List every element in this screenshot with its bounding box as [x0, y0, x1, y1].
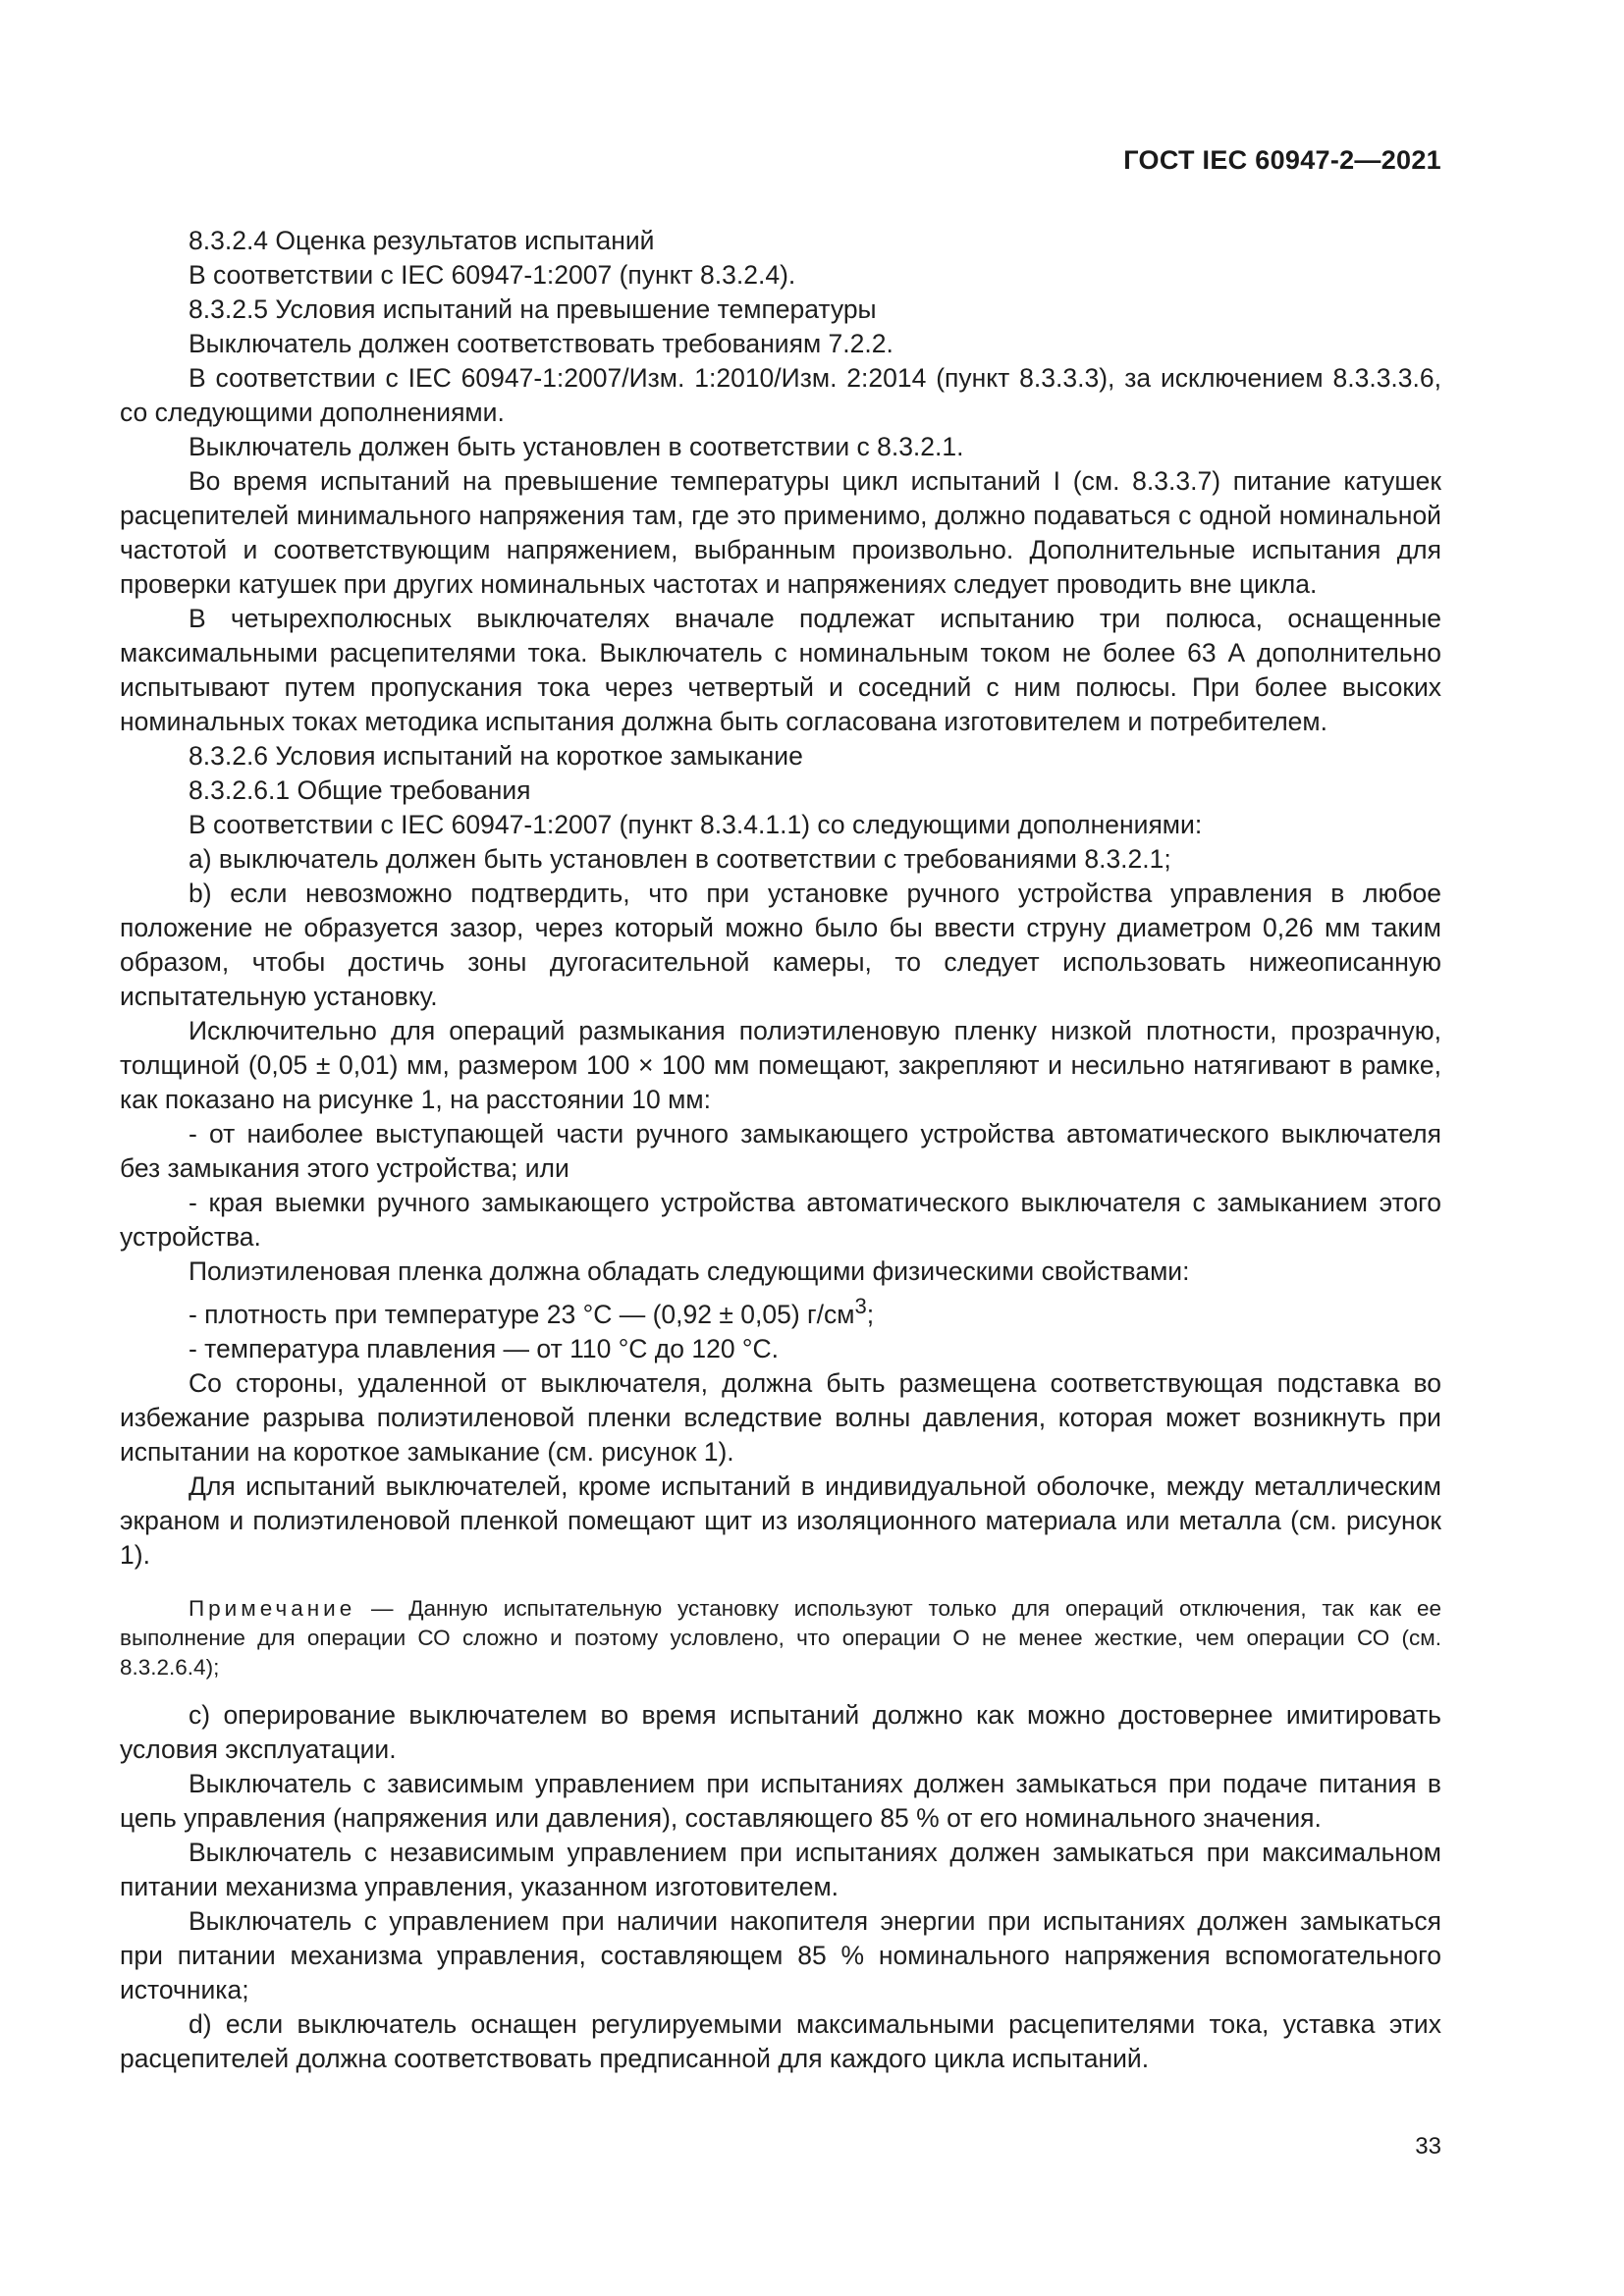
page-number: 33	[1415, 2133, 1441, 2160]
note-text: — Данную испытательную установку используют только для операций отключения, так как ее выполнение для операции СО сложно и поэтому условлено, что операции О не менее жесткие, чем операции СО (см. 8.3.2.6.4);	[120, 1595, 1441, 1680]
document-code-header: ГОСТ IEC 60947-2—2021	[1123, 145, 1441, 175]
paragraph: В соответствии с IEC 60947-1:2007/Изм. 1:2010/Изм. 2:2014 (пункт 8.3.3.3), за исключением 8.3.3.3.6, со следующими дополнениями.	[120, 363, 1441, 427]
paragraph: 8.3.2.6.1 Общие требования	[189, 775, 531, 805]
note	[120, 1594, 1441, 1682]
density-tail: ;	[866, 1299, 875, 1329]
paragraph: Со стороны, удаленной от выключателя, должна быть размещена соответствующая подставка во избежание разрыва полиэтиленовой пленки вследствие волны давления, которая может возникнуть при испытании на короткое замыкание (см. рисунок 1).	[120, 1367, 1441, 1467]
paragraph: 8.3.2.5 Условия испытаний на превышение температуры	[189, 294, 877, 324]
paragraph: 8.3.2.6 Условия испытаний на короткое замыкание	[189, 741, 803, 771]
paragraph: Выключатель с управлением при наличии накопителя энергии при испытаниях должен замыкаться при питании механизма управления, составляющем 85 % номинального напряжения вспомогательного источника;	[120, 1905, 1441, 2004]
paragraph: - от наиболее выступающей части ручного замыкающего устройства автоматического выключателя без замыкания этого устройства; или	[120, 1119, 1441, 1183]
paragraph: Выключатель должен соответствовать требованиям 7.2.2.	[189, 329, 893, 358]
paragraph: - температура плавления — от 110 °С до 120 °С.	[189, 1333, 780, 1363]
paragraph: Исключительно для операций размыкания полиэтиленовую пленку низкой плотности, прозрачную, толщиной (0,05 ± 0,01) мм, размером 100 × 100 мм помещают, закрепляют и несильно натягивают в рамке, как показано на рисунке 1, на расстоянии 10 мм:	[120, 1016, 1441, 1114]
density-text: - плотность при температуре 23 °С — (0,92 ± 0,05) г/см	[189, 1299, 855, 1329]
paragraph: Для испытаний выключателей, кроме испытаний в индивидуальной оболочке, между металлическим экраном и полиэтиленовой пленкой помещают щит из изоляционного материала или металла (см. рисунок 1).	[120, 1470, 1441, 1570]
document-body	[120, 224, 1441, 2076]
density-superscript: 3	[854, 1294, 867, 1318]
note-label: Примечание	[189, 1595, 356, 1621]
paragraph: d) если выключатель оснащен регулируемыми максимальными расцепителями тока, уставка этих расцепителей должна соответствовать предписанной для каждого цикла испытаний.	[120, 2008, 1441, 2073]
paragraph: Выключатель с независимым управлением при испытаниях должен замыкаться при максимальном питании механизма управления, указанном изготовителем.	[120, 1837, 1441, 1901]
paragraph: В четырехполюсных выключателях вначале подлежат испытанию три полюса, оснащенные максимальными расцепителями тока. Выключатель с номинальным током не более 63 А дополнительно испытывают путем пропускания тока через четвертый и соседний с ним полюсы. При более высоких номинальных токах методика испытания должна быть согласована изготовителем и потребителем.	[120, 604, 1441, 736]
paragraph: b) если невозможно подтвердить, что при установке ручного устройства управления в любое положение не образуется зазор, через который можно было бы ввести струну диаметром 0,26 мм таким образом, чтобы достичь зоны дугогасительной камеры, то следует использовать нижеописанную испытательную установку.	[120, 879, 1441, 1011]
paragraph: - края выемки ручного замыкающего устройства автоматического выключателя с замыканием этого устройства.	[120, 1188, 1441, 1252]
paragraph: Выключатель с зависимым управлением при испытаниях должен замыкаться при подаче питания в цепь управления (напряжения или давления), составляющего 85 % от его номинального значения.	[120, 1768, 1441, 1833]
paragraph: Полиэтиленовая пленка должна обладать следующими физическими свойствами:	[189, 1256, 1190, 1286]
paragraph: Во время испытаний на превышение температуры цикл испытаний I (см. 8.3.3.7) питание катушек расцепителей минимального напряжения там, где это применимо, должно подаваться с одной номинальной частотой и соответствующим напряжением, выбранным произвольно. Дополнительные испытания для проверки катушек при других номинальных частотах и напряжениях следует проводить вне цикла.	[120, 466, 1441, 599]
density-item	[120, 1289, 1441, 1332]
paragraph: 8.3.2.4 Оценка результатов испытаний	[189, 226, 655, 255]
paragraph: a) выключатель должен быть установлен в соответствии с требованиями 8.3.2.1;	[189, 844, 1171, 874]
paragraph: В соответствии с IEC 60947-1:2007 (пункт 8.3.4.1.1) со следующими дополнениями:	[189, 810, 1203, 839]
paragraph: Выключатель должен быть установлен в соответствии с 8.3.2.1.	[189, 432, 964, 461]
paragraph: c) оперирование выключателем во время испытаний должно как можно достовернее имитировать условия эксплуатации.	[120, 1699, 1441, 1764]
paragraph: В соответствии с IEC 60947-1:2007 (пункт 8.3.2.4).	[189, 260, 796, 290]
